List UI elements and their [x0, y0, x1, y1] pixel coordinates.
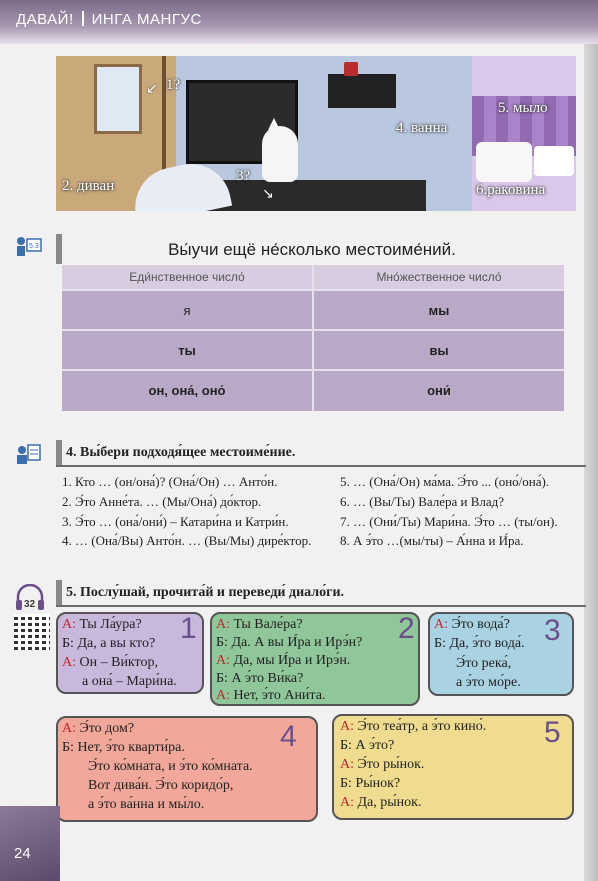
- ex5-underline: [56, 605, 586, 607]
- dialog-line: А: Э́то дом?: [62, 721, 135, 736]
- table-divider: [62, 289, 564, 291]
- dialog-line: Б: Да, э́то вода́.: [434, 636, 525, 651]
- dialog-line: А: Ты Вале́ра?: [216, 617, 303, 632]
- table-divider: [62, 329, 564, 331]
- ex4-title: 4. Вы́бери подходя́щее местоиме́ние.: [66, 445, 296, 460]
- sink: [534, 146, 574, 176]
- page-corner: [0, 806, 60, 881]
- col-header-singular: Еди́нственное число́: [62, 265, 312, 289]
- table-divider: [62, 369, 564, 371]
- shelf: [328, 74, 396, 108]
- ex5-title: 5. Послу́шай, прочита́й и переведи́ диало́ги.: [66, 585, 345, 600]
- grammar-icon-label: 5.3: [29, 243, 39, 250]
- table-cell: они́: [427, 383, 451, 398]
- scene-label-1: 1?: [166, 77, 181, 93]
- table-cell: я: [183, 303, 191, 318]
- dialog-line: А: Ты Ла́ура?: [62, 617, 142, 632]
- author-name: ИНГА МАНГУС: [91, 11, 202, 28]
- ex4-item: 2. Э́то Анне́та. … (Мы/Она́) до́ктор.: [62, 494, 262, 509]
- scene-label-5: 5. мыло: [498, 100, 548, 116]
- scene-label-4: 4. ванна: [396, 120, 448, 136]
- ex4-item: 8. А э́то …(мы/ты) – А́нна и И́ра.: [340, 533, 524, 548]
- table-cell: ты: [178, 343, 196, 358]
- dialog-number: 3: [544, 614, 561, 647]
- dialog-number: 1: [180, 612, 197, 645]
- ex4-underline: [56, 465, 586, 467]
- window: [94, 64, 142, 134]
- pronoun-table: [62, 265, 564, 411]
- dialog-line: а э́то ва́нна и мы́ло.: [88, 797, 205, 812]
- dialog-line: Б: Нет, э́то кварти́ра.: [62, 740, 185, 755]
- grammar-icon: [16, 236, 42, 258]
- book-gutter: [584, 0, 598, 881]
- table-cell: мы: [428, 303, 450, 318]
- dialog-line: А: Э́то ры́нок.: [340, 757, 425, 772]
- page-number: 24: [14, 845, 31, 862]
- scene-label-6: 6.раковина: [476, 182, 546, 198]
- dialog-line: Б: Да. А вы И́ра и Ирэ́н?: [216, 635, 363, 650]
- scene-label-3: 3?: [236, 168, 251, 184]
- ex4-item: 4. … (Она́/Вы) Анто́н. … (Вы/Мы) дире́ктор.: [62, 533, 312, 548]
- ex4-item: 1. Кто … (он/она́)? (Она́/Он) … Анто́н.: [62, 474, 278, 489]
- dialog-number: 2: [398, 612, 415, 645]
- section-rule: [56, 440, 62, 466]
- dialog-line: А: Он – Ви́ктор,: [62, 655, 158, 670]
- plant: [344, 62, 358, 76]
- dialog-line: Б: А э́то?: [340, 738, 395, 753]
- dialog-line: Б: Ры́нок?: [340, 776, 401, 791]
- headphones-icon[interactable]: [14, 584, 46, 612]
- dialog-line: А: Э́то вода́?: [434, 617, 510, 632]
- writing-icon: [16, 442, 42, 464]
- dialog-line: а э́то мо́ре.: [456, 675, 521, 690]
- table-cell: он, она́, оно́: [148, 383, 226, 398]
- arrow-icon: ↙: [146, 81, 158, 97]
- dialog-line: Э́то ко́мната, и э́то ко́мната.: [88, 759, 253, 774]
- qr-code-pattern: [14, 614, 50, 650]
- ex4-item: 6. … (Вы/Ты) Вале́ра и Влад?: [340, 494, 505, 509]
- cat: [262, 126, 298, 182]
- brand-name: ДАВАЙ!: [16, 11, 74, 28]
- dialog-line: Э́то река́,: [456, 656, 512, 671]
- ex4-item: 5. … (Она́/Он) ма́ма. Э́то ... (оно́/она́).: [340, 474, 550, 489]
- dialog-line: Вот дива́н. Э́то коридо́р,: [88, 778, 234, 793]
- pronoun-title: Вы́учи ещё не́сколько местоиме́ний.: [168, 240, 456, 259]
- dialog-line: А: Да, мы И́ра и Ирэ́н.: [216, 653, 351, 668]
- dialog-number: 5: [544, 716, 561, 749]
- audio-track-number: 32: [24, 599, 36, 610]
- ex4-item: 3. Э́то … (она́/они́) – Катари́на и Катри́н.: [62, 514, 289, 529]
- header-divider: [82, 11, 84, 26]
- col-header-plural: Мно́жественное число́: [314, 265, 564, 289]
- arrow-icon: ↘: [262, 186, 274, 202]
- table-cell: вы: [429, 343, 449, 358]
- ex4-item: 7. … (Они́/Ты) Мари́на. Э́то … (ты/он).: [340, 514, 558, 529]
- scene-label-2: 2. диван: [62, 178, 115, 194]
- dialog-line: Б: Да, а вы кто?: [62, 636, 156, 651]
- dialog-line: А: Нет, э́то Ани́та.: [216, 688, 326, 703]
- dialog-number: 4: [280, 720, 297, 753]
- section-rule: [56, 580, 62, 606]
- dialog-line: а она́ – Мари́на.: [82, 674, 177, 689]
- bathtub: [476, 142, 532, 182]
- page-header: [0, 0, 598, 44]
- dialog-line: Б: А э́то Ви́ка?: [216, 671, 304, 686]
- dialog-line: А: Да, ры́нок.: [340, 795, 422, 810]
- header-title: [16, 11, 202, 28]
- dialog-line: А: Э́то теа́тр, а э́то кино́.: [340, 719, 487, 734]
